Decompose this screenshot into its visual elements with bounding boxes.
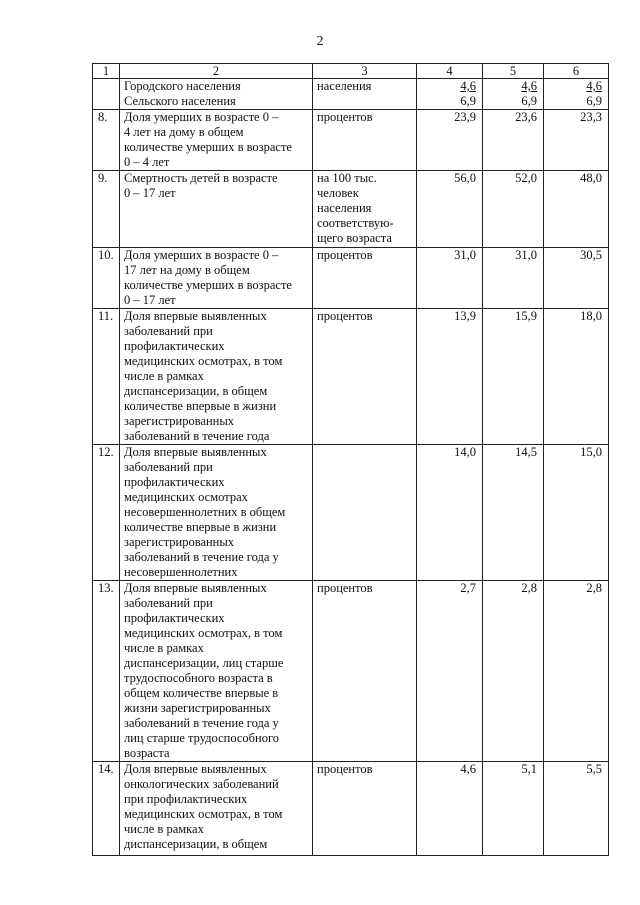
indicator-name-line: Доля впервые выявленных xyxy=(124,309,267,323)
indicator-name-line: несовершеннолетних xyxy=(124,565,238,579)
value: 2,8 xyxy=(586,581,602,595)
value-cell-v4 xyxy=(417,171,483,248)
value-cell-v4 xyxy=(417,79,483,110)
unit-of-measure xyxy=(313,110,417,171)
unit-of-measure xyxy=(313,248,417,309)
indicator-name xyxy=(120,79,313,110)
table-row xyxy=(93,79,609,110)
value-cell-v5 xyxy=(483,581,544,762)
value: 6,9 xyxy=(521,94,537,108)
value-cell-v6 xyxy=(544,79,609,110)
value-cell-v6 xyxy=(544,762,609,856)
value: 6,9 xyxy=(586,94,602,108)
row-number: 10. xyxy=(93,248,120,309)
value: 48,0 xyxy=(580,171,602,185)
value: 31,0 xyxy=(454,248,476,262)
unit-of-measure xyxy=(313,581,417,762)
table-row xyxy=(93,445,609,581)
indicator-name-line: медицинских осмотрах, в том xyxy=(124,354,283,368)
row-number xyxy=(93,79,120,110)
unit-line: процентов xyxy=(317,110,373,124)
unit-of-measure xyxy=(313,445,417,581)
indicator-name-line: числе в рамках xyxy=(124,369,204,383)
value-cell-v6 xyxy=(544,110,609,171)
column-header: 3 xyxy=(313,64,417,79)
unit-line: населения xyxy=(317,201,372,215)
value: 23,6 xyxy=(515,110,537,124)
unit-line: на 100 тыс. xyxy=(317,171,377,185)
value-cell-v6 xyxy=(544,171,609,248)
row-number: 8. xyxy=(93,110,120,171)
column-header: 1 xyxy=(93,64,120,79)
table-row xyxy=(93,110,609,171)
indicator-name xyxy=(120,248,313,309)
indicator-name-line: заболеваний в течение года у xyxy=(124,716,279,730)
indicator-name-line: Доля впервые выявленных xyxy=(124,762,267,776)
unit-line: соответствую- xyxy=(317,216,394,230)
indicator-name xyxy=(120,171,313,248)
value-cell-v6 xyxy=(544,309,609,445)
value: 13,9 xyxy=(454,309,476,323)
value: 4,6 xyxy=(460,762,476,776)
value-cell-v5 xyxy=(483,110,544,171)
value: 15,0 xyxy=(580,445,602,459)
indicator-name xyxy=(120,581,313,762)
indicator-name-line: при профилактических xyxy=(124,792,248,806)
indicator-name-line: числе в рамках xyxy=(124,641,204,655)
table-row xyxy=(93,309,609,445)
value: 30,5 xyxy=(580,248,602,262)
unit-line: процентов xyxy=(317,581,373,595)
unit-of-measure xyxy=(313,309,417,445)
indicator-name-line: медицинских осмотрах, в том xyxy=(124,807,283,821)
value: 23,9 xyxy=(454,110,476,124)
column-header: 6 xyxy=(544,64,609,79)
indicator-name-line: профилактических xyxy=(124,339,225,353)
value-cell-v6 xyxy=(544,445,609,581)
row-number: 11. xyxy=(93,309,120,445)
indicator-name-line: медицинских осмотрах xyxy=(124,490,248,504)
unit-line: щего возраста xyxy=(317,231,392,245)
indicator-name-line: 0 – 17 лет xyxy=(124,186,176,200)
indicator-name-line: Городского населения xyxy=(124,79,241,93)
indicator-name-line: заболеваний при xyxy=(124,460,213,474)
indicator-name-line: заболеваний в течение года xyxy=(124,429,270,443)
indicator-name-line: лиц старше трудоспособного xyxy=(124,731,280,745)
indicator-name xyxy=(120,110,313,171)
value: 31,0 xyxy=(515,248,537,262)
indicator-name-line: 0 – 4 лет xyxy=(124,155,170,169)
indicator-name-line: Доля впервые выявленных xyxy=(124,445,267,459)
value: 4,6 xyxy=(521,79,537,93)
value: 56,0 xyxy=(454,171,476,185)
indicator-name-line: заболеваний в течение года у xyxy=(124,550,279,564)
value-cell-v4 xyxy=(417,445,483,581)
indicator-name-line: Доля впервые выявленных xyxy=(124,581,267,595)
indicator-name-line: несовершеннолетних в общем xyxy=(124,505,286,519)
indicator-name-line: диспансеризации, в общем xyxy=(124,837,268,851)
unit-of-measure xyxy=(313,171,417,248)
unit-line: процентов xyxy=(317,309,373,323)
row-number: 13. xyxy=(93,581,120,762)
indicator-name-line: зарегистрированных xyxy=(124,535,235,549)
value: 2,7 xyxy=(460,581,476,595)
value-cell-v4 xyxy=(417,762,483,856)
unit-line: процентов xyxy=(317,248,373,262)
indicator-name-line: Смертность детей в возрасте xyxy=(124,171,278,185)
value-cell-v4 xyxy=(417,248,483,309)
value: 14,0 xyxy=(454,445,476,459)
indicator-name-line: количестве впервые в жизни xyxy=(124,520,277,534)
value: 5,5 xyxy=(586,762,602,776)
indicator-name-line: жизни зарегистрированных xyxy=(124,701,271,715)
value-cell-v4 xyxy=(417,110,483,171)
indicator-name-line: 4 лет на дому в общем xyxy=(124,125,244,139)
table-row xyxy=(93,248,609,309)
value-cell-v5 xyxy=(483,445,544,581)
indicator-name xyxy=(120,445,313,581)
indicator-name-line: онкологических заболеваний xyxy=(124,777,279,791)
indicator-name-line: количестве умерших в возрасте xyxy=(124,278,292,292)
indicator-name-line: Доля умерших в возрасте 0 – xyxy=(124,110,279,124)
value: 23,3 xyxy=(580,110,602,124)
row-number: 9. xyxy=(93,171,120,248)
value: 4,6 xyxy=(460,79,476,93)
indicator-name-line: 17 лет на дому в общем xyxy=(124,263,250,277)
indicator-name-line: 0 – 17 лет xyxy=(124,293,176,307)
page-number: 2 xyxy=(316,34,324,49)
row-number: 14. xyxy=(93,762,120,856)
value-cell-v4 xyxy=(417,581,483,762)
indicator-name-line: заболеваний при xyxy=(124,324,213,338)
table-row xyxy=(93,171,609,248)
indicator-name-line: количестве умерших в возрасте xyxy=(124,140,292,154)
indicator-name-line: зарегистрированных xyxy=(124,414,235,428)
unit-line: человек xyxy=(317,186,359,200)
indicator-name-line: возраста xyxy=(124,746,170,760)
indicator-name-line: заболеваний при xyxy=(124,596,213,610)
value: 6,9 xyxy=(460,94,476,108)
unit-line: процентов xyxy=(317,762,373,776)
value-cell-v4 xyxy=(417,309,483,445)
value-cell-v6 xyxy=(544,581,609,762)
indicator-name-line: Сельского населения xyxy=(124,94,236,108)
indicator-name-line: количестве впервые в жизни xyxy=(124,399,277,413)
indicator-name-line: диспансеризации, в общем xyxy=(124,384,268,398)
value-cell-v5 xyxy=(483,762,544,856)
indicator-name-line: профилактических xyxy=(124,611,225,625)
unit-of-measure xyxy=(313,762,417,856)
table-header-row xyxy=(93,64,609,79)
value: 4,6 xyxy=(586,79,602,93)
value-cell-v5 xyxy=(483,79,544,110)
unit-of-measure xyxy=(313,79,417,110)
indicator-name-line: числе в рамках xyxy=(124,822,204,836)
indicator-name-line: Доля умерших в возрасте 0 – xyxy=(124,248,279,262)
indicator-name-line: медицинских осмотрах, в том xyxy=(124,626,283,640)
value-cell-v6 xyxy=(544,248,609,309)
value: 18,0 xyxy=(580,309,602,323)
value-cell-v5 xyxy=(483,309,544,445)
indicator-name xyxy=(120,309,313,445)
indicator-name-line: трудоспособного возраста в xyxy=(124,671,273,685)
value-cell-v5 xyxy=(483,171,544,248)
value: 15,9 xyxy=(515,309,537,323)
value: 5,1 xyxy=(521,762,537,776)
row-number: 12. xyxy=(93,445,120,581)
value: 14,5 xyxy=(515,445,537,459)
value: 52,0 xyxy=(515,171,537,185)
column-header: 2 xyxy=(120,64,313,79)
unit-line: населения xyxy=(317,79,372,93)
table-row xyxy=(93,762,609,856)
column-header: 5 xyxy=(483,64,544,79)
value-cell-v5 xyxy=(483,248,544,309)
table-row xyxy=(93,581,609,762)
indicator-name-line: общем количестве впервые в xyxy=(124,686,279,700)
indicators-table xyxy=(92,63,609,856)
indicator-name-line: профилактических xyxy=(124,475,225,489)
column-header: 4 xyxy=(417,64,483,79)
indicator-name-line: диспансеризации, лиц старше xyxy=(124,656,284,670)
indicator-name xyxy=(120,762,313,856)
value: 2,8 xyxy=(521,581,537,595)
